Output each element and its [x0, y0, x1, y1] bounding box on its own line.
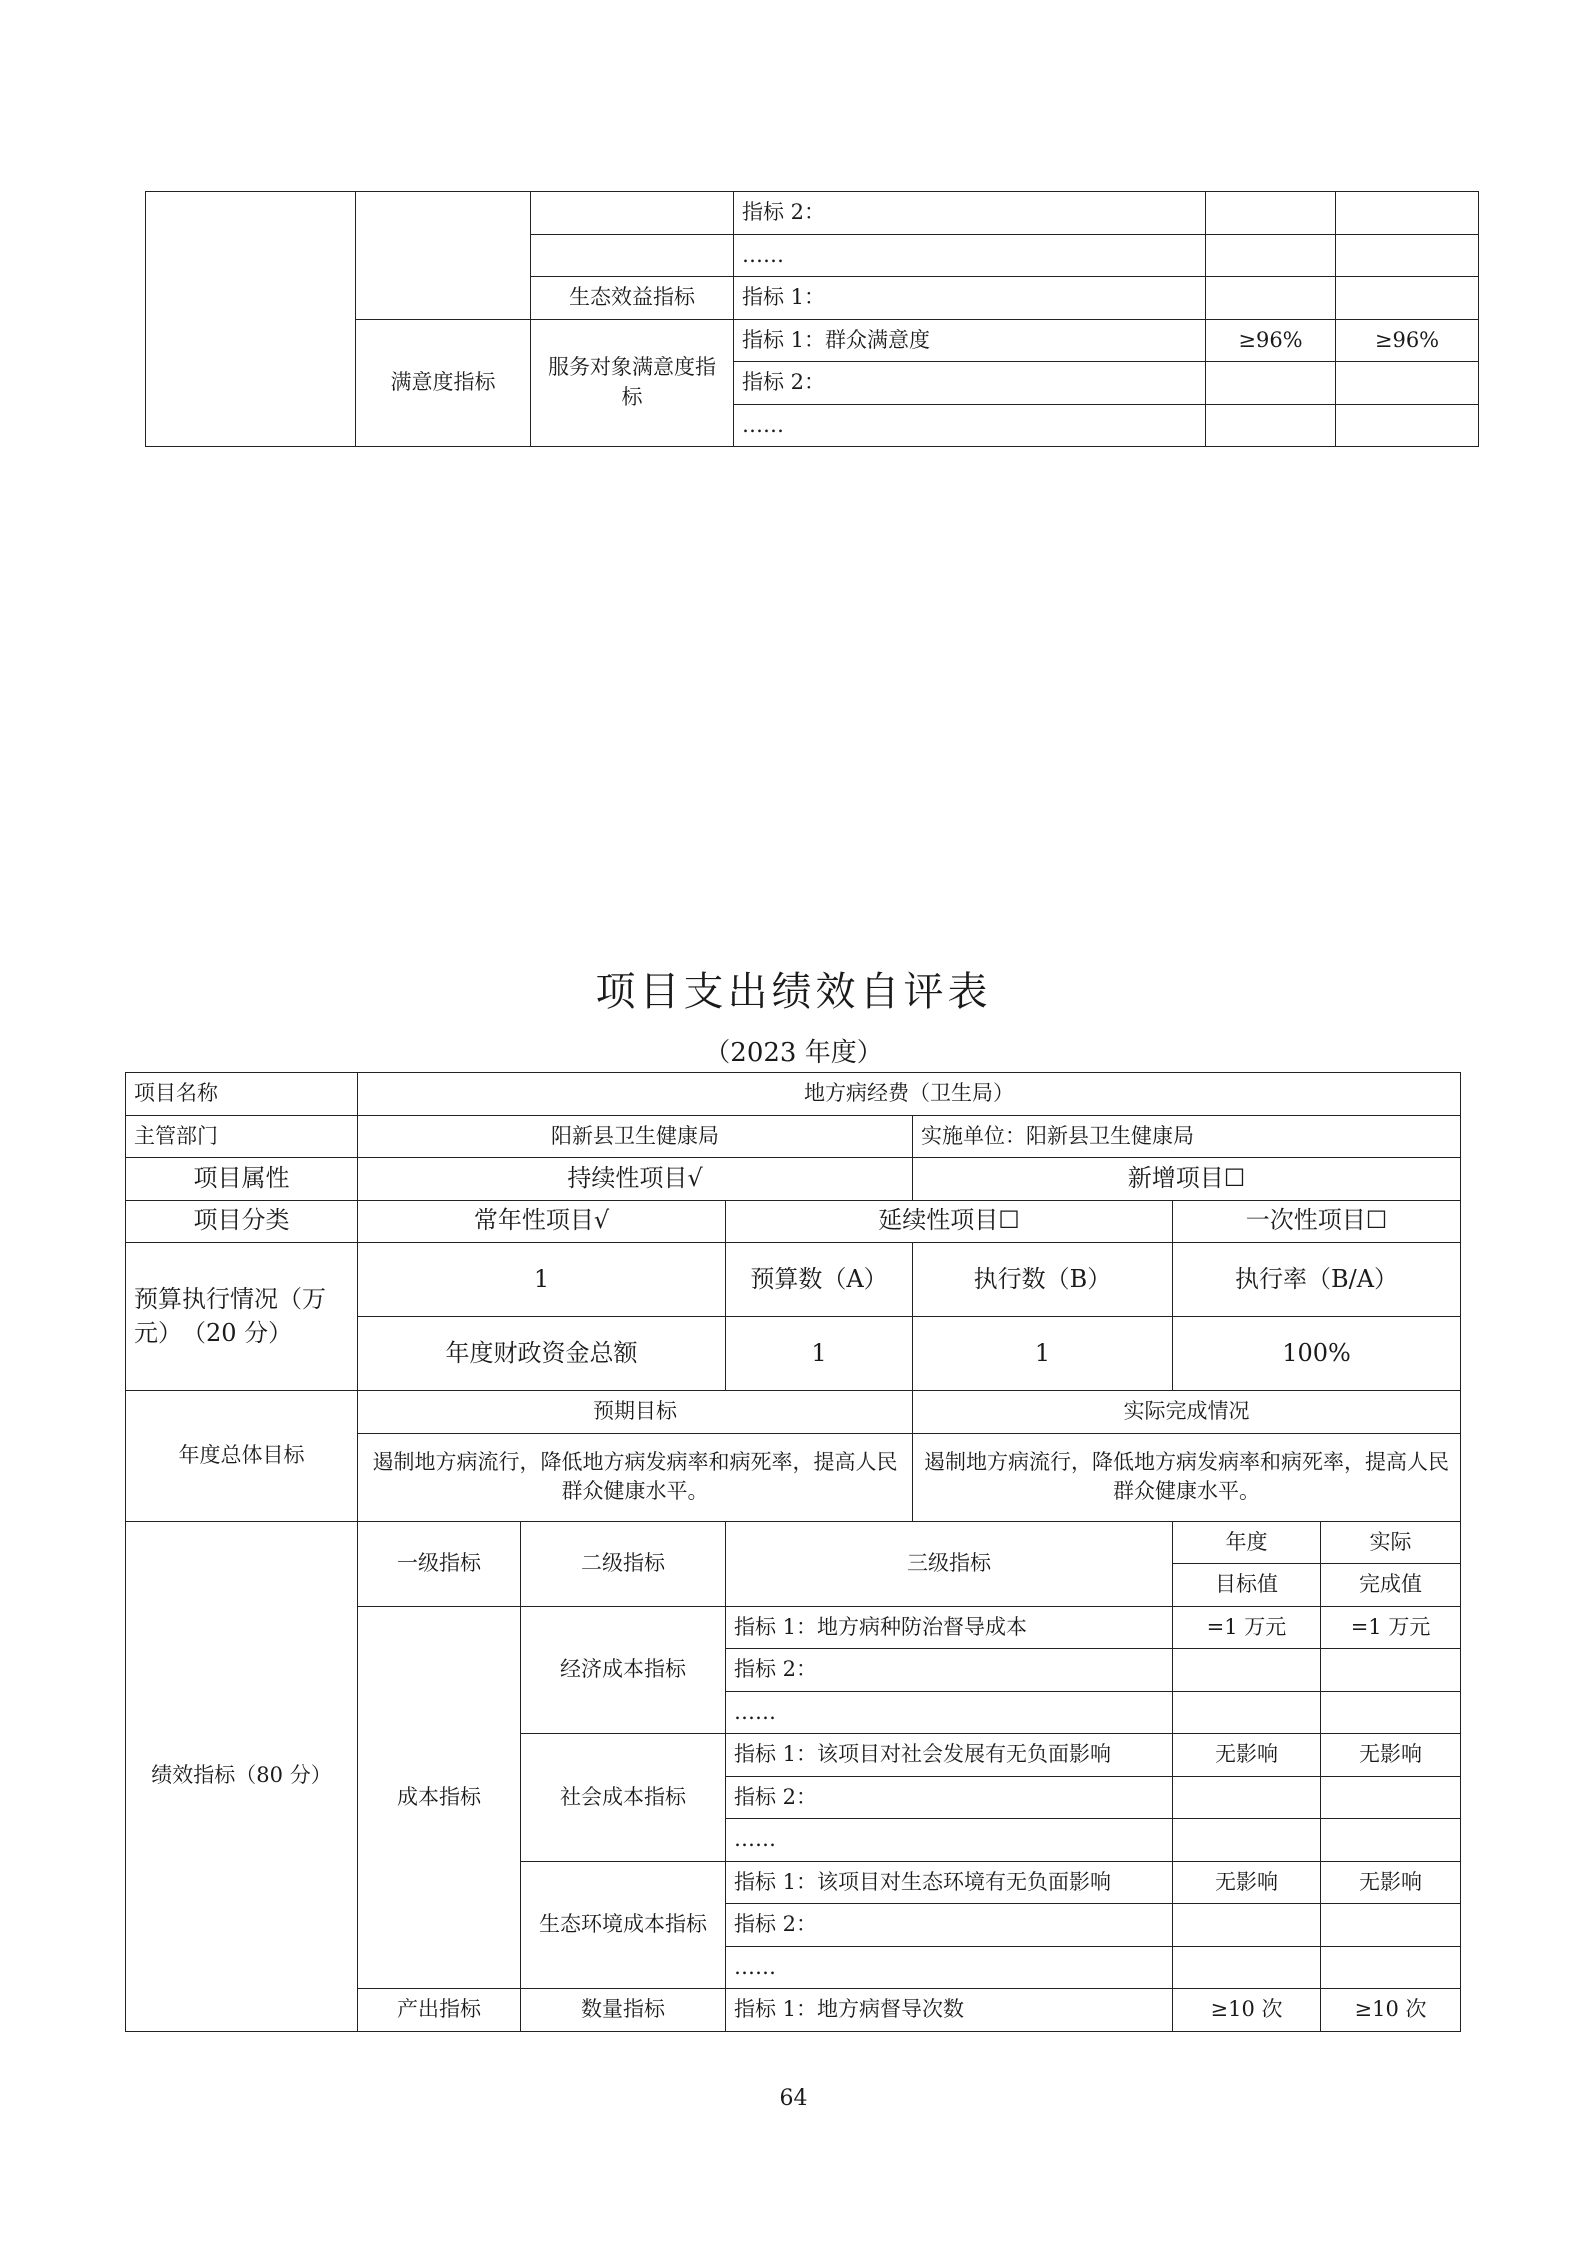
actual-cell	[1336, 192, 1479, 235]
exec-rate-value: 100%	[1173, 1317, 1461, 1391]
level1-label: 满意度指标	[356, 319, 531, 447]
attr-continuing: 持续性项目√	[358, 1158, 913, 1201]
target-cell	[1206, 192, 1336, 235]
indicator-cell: 指标 2：	[726, 1776, 1173, 1819]
page-number: 64	[779, 2086, 808, 2111]
actual-cell	[1321, 1904, 1461, 1947]
actual-cell	[1321, 1776, 1461, 1819]
indicator-cell: 指标 1：该项目对社会发展有无负面影响	[726, 1734, 1173, 1777]
header-level3: 三级指标	[726, 1521, 1173, 1606]
evaluation-table	[125, 1072, 1461, 2032]
actual-cell: 无影响	[1321, 1861, 1461, 1904]
project-name-value: 地方病经费（卫生局）	[358, 1073, 1461, 1116]
blank-cell	[531, 234, 734, 277]
perf-label: 绩效指标（80 分）	[126, 1521, 358, 2031]
target-cell	[1206, 277, 1336, 320]
output-label: 产出指标	[358, 1989, 521, 2032]
indicator-cell: ……	[734, 234, 1206, 277]
expected-label: 预期目标	[358, 1391, 913, 1434]
actual-cell	[1336, 404, 1479, 447]
actual-cell: ≥96%	[1336, 319, 1479, 362]
target-cell	[1206, 404, 1336, 447]
target-cell	[1173, 1691, 1321, 1734]
indicator-cell: 指标 1：地方病种防治督导成本	[726, 1606, 1173, 1649]
dept-label: 主管部门	[126, 1115, 358, 1158]
table-row	[126, 1391, 1461, 1434]
actual-cell	[1336, 234, 1479, 277]
target-cell: 无影响	[1173, 1734, 1321, 1777]
table-row	[126, 1158, 1461, 1201]
indicator-cell: 指标 1：	[734, 277, 1206, 320]
indicator-cell: 指标 2：	[734, 362, 1206, 405]
cat-regular: 常年性项目√	[358, 1200, 726, 1243]
header-target-top: 年度	[1173, 1521, 1321, 1564]
document-year: （2023 年度）	[704, 1038, 883, 1068]
econ-label: 经济成本指标	[521, 1606, 726, 1734]
table-row	[126, 1200, 1461, 1243]
document-title: 项目支出绩效自评表	[595, 969, 992, 1015]
attr-new: 新增项目☐	[913, 1158, 1461, 1201]
level2-label: 生态效益指标	[531, 277, 734, 320]
actual-cell: =1 万元	[1321, 1606, 1461, 1649]
blank-cell	[531, 192, 734, 235]
exec-b-value: 1	[913, 1317, 1173, 1391]
actual-cell	[1336, 277, 1479, 320]
category-label: 项目分类	[126, 1200, 358, 1243]
actual-cell	[1321, 1819, 1461, 1862]
target-cell	[1173, 1904, 1321, 1947]
target-cell: ≥10 次	[1173, 1989, 1321, 2032]
header-target-bottom: 目标值	[1173, 1564, 1321, 1607]
exec-rate-label: 执行率（B/A）	[1173, 1243, 1461, 1317]
table-row	[126, 1115, 1461, 1158]
indicator-cell: ……	[734, 404, 1206, 447]
actual-cell: 无影响	[1321, 1734, 1461, 1777]
eco-label: 生态环境成本指标	[521, 1861, 726, 1989]
fiscal-total-label: 年度财政资金总额	[358, 1317, 726, 1391]
indicator-cell: 指标 2：	[734, 192, 1206, 235]
target-cell	[1173, 1819, 1321, 1862]
attr-label: 项目属性	[126, 1158, 358, 1201]
social-label: 社会成本指标	[521, 1734, 726, 1862]
header-level2: 二级指标	[521, 1521, 726, 1606]
target-cell	[1206, 362, 1336, 405]
budget-label: 预算执行情况（万元） （20 分）	[126, 1243, 358, 1391]
actual-cell	[1321, 1691, 1461, 1734]
cat-onetime: 一次性项目☐	[1173, 1200, 1461, 1243]
budget-a-label: 预算数（A）	[726, 1243, 913, 1317]
table-row	[126, 1073, 1461, 1116]
qty-label: 数量指标	[521, 1989, 726, 2032]
table-row	[126, 1243, 1461, 1317]
table-row	[126, 1521, 1461, 1564]
budget-top-value: 1	[358, 1243, 726, 1317]
target-cell	[1173, 1649, 1321, 1692]
indicator-cell: 指标 1：群众满意度	[734, 319, 1206, 362]
blank-cell	[146, 192, 356, 447]
cost-label: 成本指标	[358, 1606, 521, 1989]
budget-a-value: 1	[726, 1317, 913, 1391]
actual-cell	[1321, 1946, 1461, 1989]
indicator-cell: 指标 2：	[726, 1904, 1173, 1947]
cat-extended: 延续性项目☐	[726, 1200, 1173, 1243]
target-cell	[1173, 1776, 1321, 1819]
actual-cell: ≥10 次	[1321, 1989, 1461, 2032]
target-cell: 无影响	[1173, 1861, 1321, 1904]
blank-cell	[356, 192, 531, 320]
goal-label: 年度总体目标	[126, 1391, 358, 1522]
header-actual-top: 实际	[1321, 1521, 1461, 1564]
indicator-cell: 指标 1：地方病督导次数	[726, 1989, 1173, 2032]
actual-cell	[1321, 1649, 1461, 1692]
table-row	[146, 192, 1479, 235]
target-cell	[1206, 234, 1336, 277]
actual-cell	[1336, 362, 1479, 405]
dept-value: 阳新县卫生健康局	[358, 1115, 913, 1158]
expected-text: 遏制地方病流行，降低地方病发病率和病死率，提高人民群众健康水平。	[358, 1433, 913, 1521]
exec-b-label: 执行数（B）	[913, 1243, 1173, 1317]
indicator-cell: ……	[726, 1819, 1173, 1862]
level2-label: 服务对象满意度指标	[531, 319, 734, 447]
continuation-table	[145, 191, 1479, 447]
actual-label: 实际完成情况	[913, 1391, 1461, 1434]
project-name-label: 项目名称	[126, 1073, 358, 1116]
indicator-cell: ……	[726, 1691, 1173, 1734]
indicator-cell: 指标 2：	[726, 1649, 1173, 1692]
header-actual-bottom: 完成值	[1321, 1564, 1461, 1607]
impl-unit: 实施单位：阳新县卫生健康局	[913, 1115, 1461, 1158]
header-level1: 一级指标	[358, 1521, 521, 1606]
target-cell: ≥96%	[1206, 319, 1336, 362]
indicator-cell: ……	[726, 1946, 1173, 1989]
actual-text: 遏制地方病流行，降低地方病发病率和病死率，提高人民群众健康水平。	[913, 1433, 1461, 1521]
indicator-cell: 指标 1：该项目对生态环境有无负面影响	[726, 1861, 1173, 1904]
target-cell: =1 万元	[1173, 1606, 1321, 1649]
target-cell	[1173, 1946, 1321, 1989]
